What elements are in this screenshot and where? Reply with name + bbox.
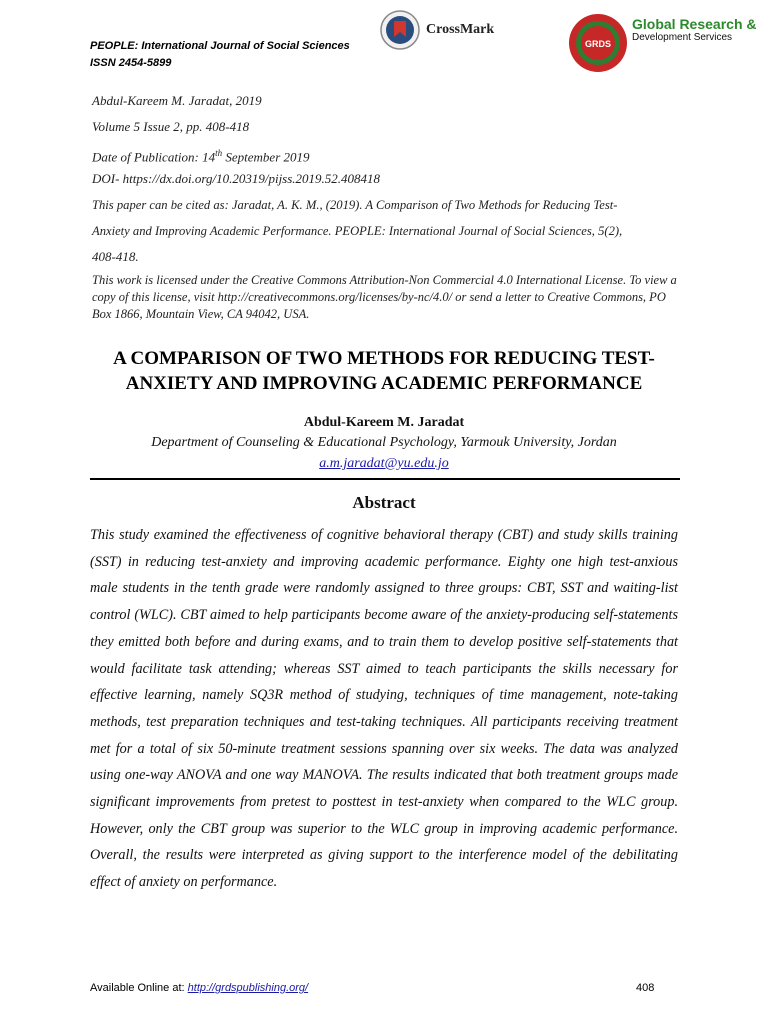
publisher-name-line1: Global Research & [632, 16, 757, 32]
crossmark-icon [380, 10, 420, 50]
journal-name: PEOPLE: International Journal of Social Sciences [90, 40, 350, 52]
meta-volume: Volume 5 Issue 2, pp. 408-418 [92, 119, 250, 134]
author-affiliation: Department of Counseling & Educational Psychology, Yarmouk University, Jordan [151, 435, 617, 450]
journal-issn: ISSN 2454-5899 [90, 57, 172, 69]
meta-cite-line3: 408-418. [92, 249, 139, 264]
page-number: 408 [636, 982, 655, 994]
meta-author-year: Abdul-Kareem M. Jaradat, 2019 [92, 93, 262, 108]
footer-label: Available Online at: [90, 982, 188, 994]
abstract-body: This study examined the effectiveness of cognitive behavioral therapy (CBT) and study skills training (SST) in reducing test-anxiety and improving academic performance. Eighty one high test-anxious male students in the tenth grade were randomly assigned to three groups: CBT, SST and waiting-list control (WLC). CBT aimed to help participants become aware of the anxiety-producing self-statements they emitted both before and during exams, and to train them to develop positive self-statements that would facilitate task attending; whereas SST aimed to teach participants the skills necessary for effective learning, namely SQ3R method of studying, techniques of time management, note-taking methods, test preparation techniques and test-taking techniques. All participants receiving treatment met for a total of six 50-minute treatment sessions spanning over six weeks. The data was analyzed using one-way ANOVA and one way MANOVA. The results indicated that both treatment groups made significant improvements from pretest to posttest in test-anxiety when compared to the WLC group. However, only the CBT group was superior to the WLC group in improving academic performance. Overall, the results were interpreted as giving support to the interference model of the debilitating effect of anxiety on performance. [90, 527, 678, 891]
footer-url-link[interactable]: http://grdspublishing.org/ [187, 982, 309, 994]
grds-seal-icon [568, 10, 628, 76]
author-email [84, 456, 684, 472]
abstract-heading: Abstract [352, 493, 416, 512]
title-line2: ANXIETY AND IMPROVING ACADEMIC PERFORMANCE [125, 373, 643, 394]
license-text: This work is licensed under the Creative Commons Attribution-Non Commercial 4.0 International License. To view a copy of this license, visit http://creativecommons.org/licenses/by-nc/4.0/ or send a letter to Creative Commons, PO Box 1866, Mountain View, CA 94042, USA. [92, 273, 677, 321]
grds-logo-text: GRDS [584, 39, 612, 49]
publisher-logo [568, 10, 757, 76]
title-line1: A COMPARISON OF TWO METHODS FOR REDUCING TEST- [113, 348, 655, 369]
publisher-name-line2: Development Services [632, 32, 733, 43]
meta-date: Date of Publication: 14th September 2019 [92, 148, 310, 165]
author-name: Abdul-Kareem M. Jaradat [303, 415, 465, 430]
email-link[interactable]: a.m.jaradat@yu.edu.jo [319, 456, 449, 471]
article-metadata [92, 88, 682, 270]
article-title [84, 346, 684, 396]
meta-doi: DOI- https://dx.doi.org/10.20319/pijss.2019.52.408418 [92, 171, 381, 186]
footer-availability [90, 982, 308, 994]
crossmark-badge[interactable] [380, 10, 494, 50]
meta-cite-line1: This paper can be cited as: Jaradat, A. K. M., (2019). A Comparison of Two Methods for Reducing Test- [92, 198, 618, 212]
meta-cite-line2: Anxiety and Improving Academic Performance. PEOPLE: International Journal of Social Sciences, 5(2), [92, 224, 623, 238]
journal-header [90, 38, 350, 72]
crossmark-label: CrossMark [426, 22, 495, 37]
divider [90, 478, 680, 480]
